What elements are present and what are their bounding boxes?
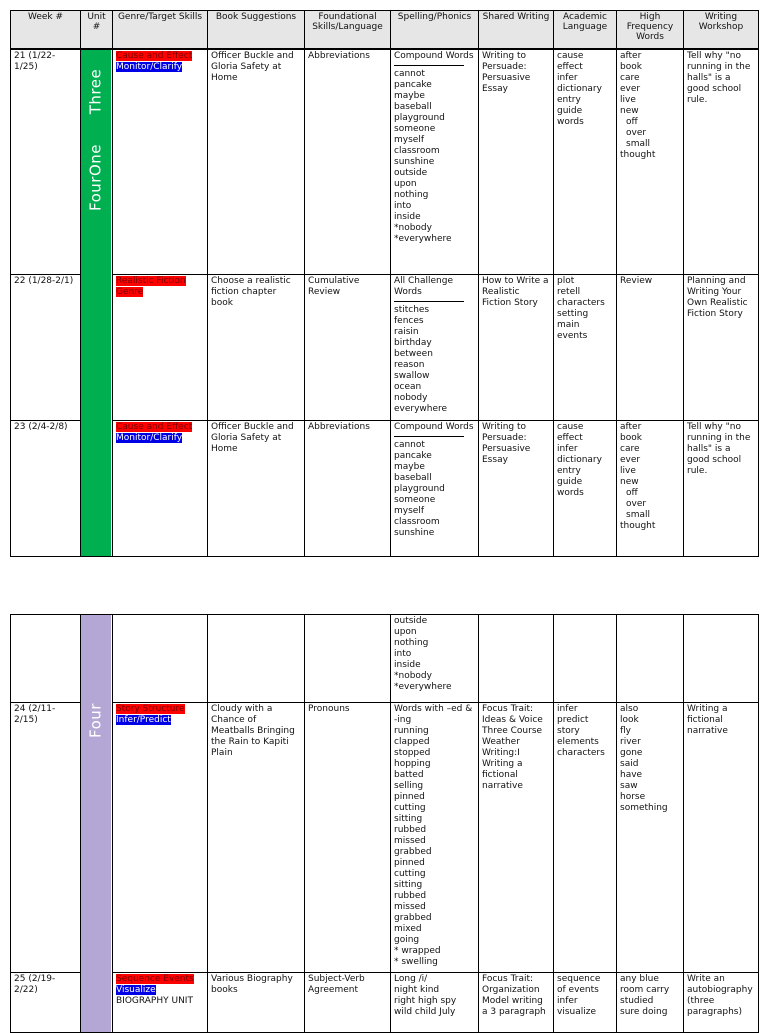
shared-writing-cell: Writing to Persuade: Persuasive Essay bbox=[479, 49, 554, 275]
spelling-title: Compound Words bbox=[394, 422, 474, 432]
divider bbox=[394, 64, 464, 66]
list-item: going bbox=[394, 935, 420, 945]
list-item: retell bbox=[557, 287, 581, 297]
list-item: baseball bbox=[394, 101, 432, 112]
list-item: *nobody bbox=[394, 671, 432, 681]
list-item: playground bbox=[394, 112, 445, 123]
list-item: someone bbox=[394, 123, 436, 134]
list-item: stopped bbox=[394, 748, 431, 758]
week-cell: 25 (2/19-2/22) bbox=[11, 973, 81, 1033]
list-item: main bbox=[557, 320, 580, 330]
list-item: visualize bbox=[557, 1007, 596, 1017]
list-item: sunshine bbox=[394, 528, 435, 538]
genre-cell bbox=[113, 49, 208, 275]
list-item: cause bbox=[557, 422, 584, 432]
list-item: off bbox=[626, 488, 638, 498]
list-item: selling bbox=[394, 781, 424, 791]
unit-label-three: Three bbox=[86, 68, 105, 114]
list-item: cannot bbox=[394, 68, 425, 79]
list-item: * wrapped bbox=[394, 946, 441, 956]
list-item: book bbox=[620, 61, 642, 72]
list-item: plot bbox=[557, 276, 575, 286]
list-item: of events bbox=[557, 985, 599, 995]
list-item: look bbox=[620, 715, 639, 725]
header-spelling: Spelling/Phonics bbox=[391, 11, 479, 49]
list-item: entry bbox=[557, 94, 581, 105]
week-cell: 23 (2/4-2/8) bbox=[11, 421, 81, 557]
list-item: raisin bbox=[394, 327, 419, 337]
list-item: characters bbox=[557, 748, 605, 758]
page-two bbox=[10, 614, 758, 1033]
list-item: said bbox=[620, 759, 639, 769]
list-item: myself bbox=[394, 506, 424, 516]
skill-highlight-red: Story Structure bbox=[116, 704, 185, 714]
list-item: baseball bbox=[394, 473, 432, 483]
header-foundational: Foundational Skills/Language bbox=[305, 11, 391, 49]
list-item: *nobody bbox=[394, 222, 432, 233]
list-item: sure doing bbox=[620, 1007, 668, 1017]
spelling-title: Words with –ed & -ing bbox=[394, 704, 473, 725]
list-item: small bbox=[626, 510, 650, 520]
academic-list bbox=[557, 422, 613, 499]
spelling-cell bbox=[391, 49, 479, 275]
list-item: room carry bbox=[620, 985, 670, 995]
foundational-cell bbox=[305, 615, 391, 703]
list-item: effect bbox=[557, 61, 583, 72]
foundational-cell: Cumulative Review bbox=[305, 275, 391, 421]
list-item: pinned bbox=[394, 792, 425, 802]
academic-list bbox=[557, 704, 613, 759]
foundational-cell: Pronouns bbox=[305, 703, 391, 973]
list-item: inside bbox=[394, 211, 421, 222]
list-item: *everywhere bbox=[394, 233, 452, 244]
skill-highlight-blue: Visualize bbox=[116, 985, 156, 995]
week-cell bbox=[11, 615, 81, 703]
list-item: maybe bbox=[394, 90, 425, 101]
list-item: running bbox=[394, 726, 429, 736]
week-cell: 24 (2/11-2/15) bbox=[11, 703, 81, 973]
genre-cell bbox=[113, 615, 208, 703]
list-item: thought bbox=[620, 521, 656, 531]
shared-writing-cell bbox=[479, 615, 554, 703]
spelling-title: Compound Words bbox=[394, 50, 474, 61]
skill-highlight-blue: Monitor/Clarify bbox=[116, 61, 183, 72]
list-item: rubbed bbox=[394, 891, 427, 901]
list-item: classroom bbox=[394, 517, 440, 527]
hfw-cell bbox=[617, 421, 684, 557]
unit-band-purple bbox=[81, 615, 111, 1032]
list-item: thought bbox=[620, 149, 656, 160]
list-item: care bbox=[620, 72, 640, 83]
list-item: something bbox=[620, 803, 668, 813]
workshop-cell: Write an autobiography (three paragraphs) bbox=[684, 973, 759, 1033]
academic-cell bbox=[554, 703, 617, 973]
list-item: setting bbox=[557, 309, 589, 319]
week-cell: 21 (1/22-1/25) bbox=[11, 49, 81, 275]
curriculum-table-page-2 bbox=[10, 614, 759, 1033]
list-item: elements bbox=[557, 737, 599, 747]
spelling-list bbox=[394, 616, 475, 693]
list-item: into bbox=[394, 200, 412, 211]
list-item: infer bbox=[557, 444, 578, 454]
header-shared: Shared Writing bbox=[479, 11, 554, 49]
list-item: stitches bbox=[394, 305, 430, 315]
list-item: sitting bbox=[394, 814, 423, 824]
workshop-cell: Writing a fictional narrative bbox=[684, 703, 759, 973]
list-item: rubbed bbox=[394, 825, 427, 835]
books-cell bbox=[208, 615, 305, 703]
header-hfw: High Frequency Words bbox=[617, 11, 684, 49]
spelling-cell bbox=[391, 615, 479, 703]
list-item: swallow bbox=[394, 371, 430, 381]
list-item: infer bbox=[557, 704, 578, 714]
list-item: missed bbox=[394, 836, 426, 846]
list-item: mixed bbox=[394, 924, 422, 934]
workshop-cell bbox=[684, 615, 759, 703]
list-item: ever bbox=[620, 83, 641, 94]
list-item: entry bbox=[557, 466, 581, 476]
list-item: words bbox=[557, 488, 584, 498]
header-unit: Unit # bbox=[81, 11, 113, 49]
list-item: any blue bbox=[620, 974, 659, 984]
list-item: effect bbox=[557, 433, 583, 443]
table-row bbox=[11, 49, 759, 275]
header-workshop: Writing Workshop bbox=[684, 11, 759, 49]
list-item: also bbox=[620, 704, 639, 714]
list-item: pancake bbox=[394, 451, 432, 461]
list-item: cause bbox=[557, 50, 584, 61]
academic-list bbox=[557, 51, 613, 128]
unit-label-four: Four bbox=[86, 703, 105, 738]
hfw-list bbox=[620, 422, 680, 532]
books-cell: Officer Buckle and Gloria Safety at Home bbox=[208, 421, 305, 557]
list-item: ocean bbox=[394, 382, 422, 392]
curriculum-table-page-1 bbox=[10, 10, 759, 557]
list-item: grabbed bbox=[394, 847, 432, 857]
foundational-cell: Abbreviations bbox=[305, 49, 391, 275]
genre-cell bbox=[113, 703, 208, 973]
list-item: over bbox=[626, 127, 647, 138]
list-item: have bbox=[620, 770, 643, 780]
list-item: live bbox=[620, 466, 636, 476]
spelling-list bbox=[394, 69, 475, 245]
skill-highlight-red: Realistic Fiction Genre bbox=[116, 276, 186, 297]
books-cell: Various Biography books bbox=[208, 973, 305, 1033]
unit-cell bbox=[81, 49, 113, 557]
foundational-cell: Subject-Verb Agreement bbox=[305, 973, 391, 1033]
academic-cell bbox=[554, 49, 617, 275]
divider bbox=[394, 435, 464, 437]
list-item: cannot bbox=[394, 440, 425, 450]
list-item: predict bbox=[557, 715, 589, 725]
list-item: classroom bbox=[394, 145, 440, 156]
list-item: outside bbox=[394, 616, 428, 626]
list-item: dictionary bbox=[557, 83, 602, 94]
list-item: between bbox=[394, 349, 433, 359]
list-item: hopping bbox=[394, 759, 431, 769]
list-item: sitting bbox=[394, 880, 423, 890]
spelling-cell bbox=[391, 421, 479, 557]
list-item: fences bbox=[394, 316, 424, 326]
hfw-cell bbox=[617, 615, 684, 703]
workshop-cell: Planning and Writing Your Own Realistic Fiction Story bbox=[684, 275, 759, 421]
unit-note: BIOGRAPHY UNIT bbox=[116, 996, 193, 1006]
shared-writing-cell: Writing to Persuade: Persuasive Essay bbox=[479, 421, 554, 557]
list-item: dictionary bbox=[557, 455, 602, 465]
skill-highlight-red: Sequence Events bbox=[116, 974, 194, 984]
list-item: story bbox=[557, 726, 580, 736]
books-cell: Choose a realistic fiction chapter book bbox=[208, 275, 305, 421]
list-item: saw bbox=[620, 781, 638, 791]
books-cell: Officer Buckle and Gloria Safety at Home bbox=[208, 49, 305, 275]
spelling-title: Long /i/ bbox=[394, 974, 428, 984]
list-item: off bbox=[626, 116, 638, 127]
list-item: horse bbox=[620, 792, 646, 802]
list-item: words bbox=[557, 116, 584, 127]
header-books: Book Suggestions bbox=[208, 11, 305, 49]
skill-highlight-red: Cause and Effect bbox=[116, 422, 193, 432]
list-item: reason bbox=[394, 360, 425, 370]
list-item: river bbox=[620, 737, 641, 747]
spelling-cell bbox=[391, 275, 479, 421]
list-item: * swelling bbox=[394, 957, 438, 967]
genre-cell bbox=[113, 275, 208, 421]
shared-writing-cell: Focus Trait: Ideas & Voice Three Course Weather Writing:I Writing a fictional narrative bbox=[479, 703, 554, 973]
list-item: playground bbox=[394, 484, 445, 494]
hfw-cell bbox=[617, 49, 684, 275]
week-cell: 22 (1/28-2/1) bbox=[11, 275, 81, 421]
list-item: someone bbox=[394, 495, 436, 505]
list-item: guide bbox=[557, 477, 583, 487]
unit-cell bbox=[81, 615, 113, 1033]
list-item: upon bbox=[394, 627, 417, 637]
academic-cell bbox=[554, 275, 617, 421]
list-item: cutting bbox=[394, 803, 426, 813]
list-item: new bbox=[620, 105, 639, 116]
academic-cell bbox=[554, 615, 617, 703]
list-item: clapped bbox=[394, 737, 430, 747]
hfw-list bbox=[620, 704, 680, 814]
list-item: characters bbox=[557, 298, 605, 308]
unit-label-fourone: FourOne bbox=[86, 143, 105, 211]
workshop-cell: Tell why "no running in the halls" is a good school rule. bbox=[684, 49, 759, 275]
list-item: night kind bbox=[394, 985, 440, 995]
shared-writing-cell: How to Write a Realistic Fiction Story bbox=[479, 275, 554, 421]
list-item: after bbox=[620, 422, 642, 432]
genre-cell bbox=[113, 421, 208, 557]
list-item: guide bbox=[557, 105, 583, 116]
list-item: fly bbox=[620, 726, 631, 736]
list-item: new bbox=[620, 477, 639, 487]
header-genre: Genre/Target Skills bbox=[113, 11, 208, 49]
list-item: gone bbox=[620, 748, 643, 758]
list-item: infer bbox=[557, 72, 578, 83]
list-item: pancake bbox=[394, 79, 432, 90]
spelling-title: All Challenge Words bbox=[394, 276, 454, 297]
page-one bbox=[10, 10, 758, 557]
list-item: inside bbox=[394, 660, 421, 670]
list-item: myself bbox=[394, 134, 424, 145]
hfw-cell: Review bbox=[617, 275, 684, 421]
list-item: care bbox=[620, 444, 640, 454]
spelling-list bbox=[394, 440, 475, 539]
list-item: *everywhere bbox=[394, 682, 452, 692]
academic-list bbox=[557, 276, 613, 342]
list-item: small bbox=[626, 138, 650, 149]
workshop-cell: Tell why "no running in the halls" is a good school rule. bbox=[684, 421, 759, 557]
list-item: upon bbox=[394, 178, 417, 189]
table-row bbox=[11, 615, 759, 703]
header-row bbox=[11, 11, 759, 49]
list-item: events bbox=[557, 331, 588, 341]
foundational-cell: Abbreviations bbox=[305, 421, 391, 557]
skill-highlight-red: Cause and Effect bbox=[116, 50, 193, 61]
list-item: over bbox=[626, 499, 647, 509]
list-item: book bbox=[620, 433, 642, 443]
table-row bbox=[11, 421, 759, 557]
header-academic: Academic Language bbox=[554, 11, 617, 49]
list-item: grabbed bbox=[394, 913, 432, 923]
shared-writing-cell: Focus Trait: Organization Model writing a 3 paragraph bbox=[479, 973, 554, 1033]
list-item: maybe bbox=[394, 462, 425, 472]
table-row bbox=[11, 275, 759, 421]
list-item: live bbox=[620, 94, 636, 105]
list-item: sequence bbox=[557, 974, 601, 984]
hfw-list bbox=[620, 51, 680, 161]
list-item: cutting bbox=[394, 869, 426, 879]
divider bbox=[394, 300, 464, 302]
list-item: ever bbox=[620, 455, 641, 465]
list-item: infer bbox=[557, 996, 578, 1006]
hfw-cell bbox=[617, 703, 684, 973]
spelling-list bbox=[394, 305, 475, 415]
list-item: nobody bbox=[394, 393, 428, 403]
list-item: birthday bbox=[394, 338, 432, 348]
list-item: into bbox=[394, 649, 412, 659]
list-item: nothing bbox=[394, 638, 429, 648]
unit-band-green bbox=[81, 50, 111, 557]
skill-highlight-blue: Infer/Predict bbox=[116, 715, 171, 725]
list-item: wild child July bbox=[394, 1007, 456, 1017]
spelling-list bbox=[394, 726, 475, 968]
list-item: after bbox=[620, 50, 642, 61]
list-item: right high spy bbox=[394, 996, 457, 1006]
list-item: sunshine bbox=[394, 156, 435, 167]
list-item: studied bbox=[620, 996, 654, 1006]
header-week: Week # bbox=[11, 11, 81, 49]
list-item: nothing bbox=[394, 189, 429, 200]
academic-cell bbox=[554, 421, 617, 557]
list-item: batted bbox=[394, 770, 424, 780]
list-item: missed bbox=[394, 902, 426, 912]
books-cell: Cloudy with a Chance of Meatballs Bringing the Rain to Kapiti Plain bbox=[208, 703, 305, 973]
list-item: everywhere bbox=[394, 404, 448, 414]
table-row bbox=[11, 703, 759, 973]
spelling-cell bbox=[391, 703, 479, 973]
skill-highlight-blue: Monitor/Clarify bbox=[116, 433, 183, 443]
list-item: outside bbox=[394, 167, 428, 178]
list-item: pinned bbox=[394, 858, 425, 868]
